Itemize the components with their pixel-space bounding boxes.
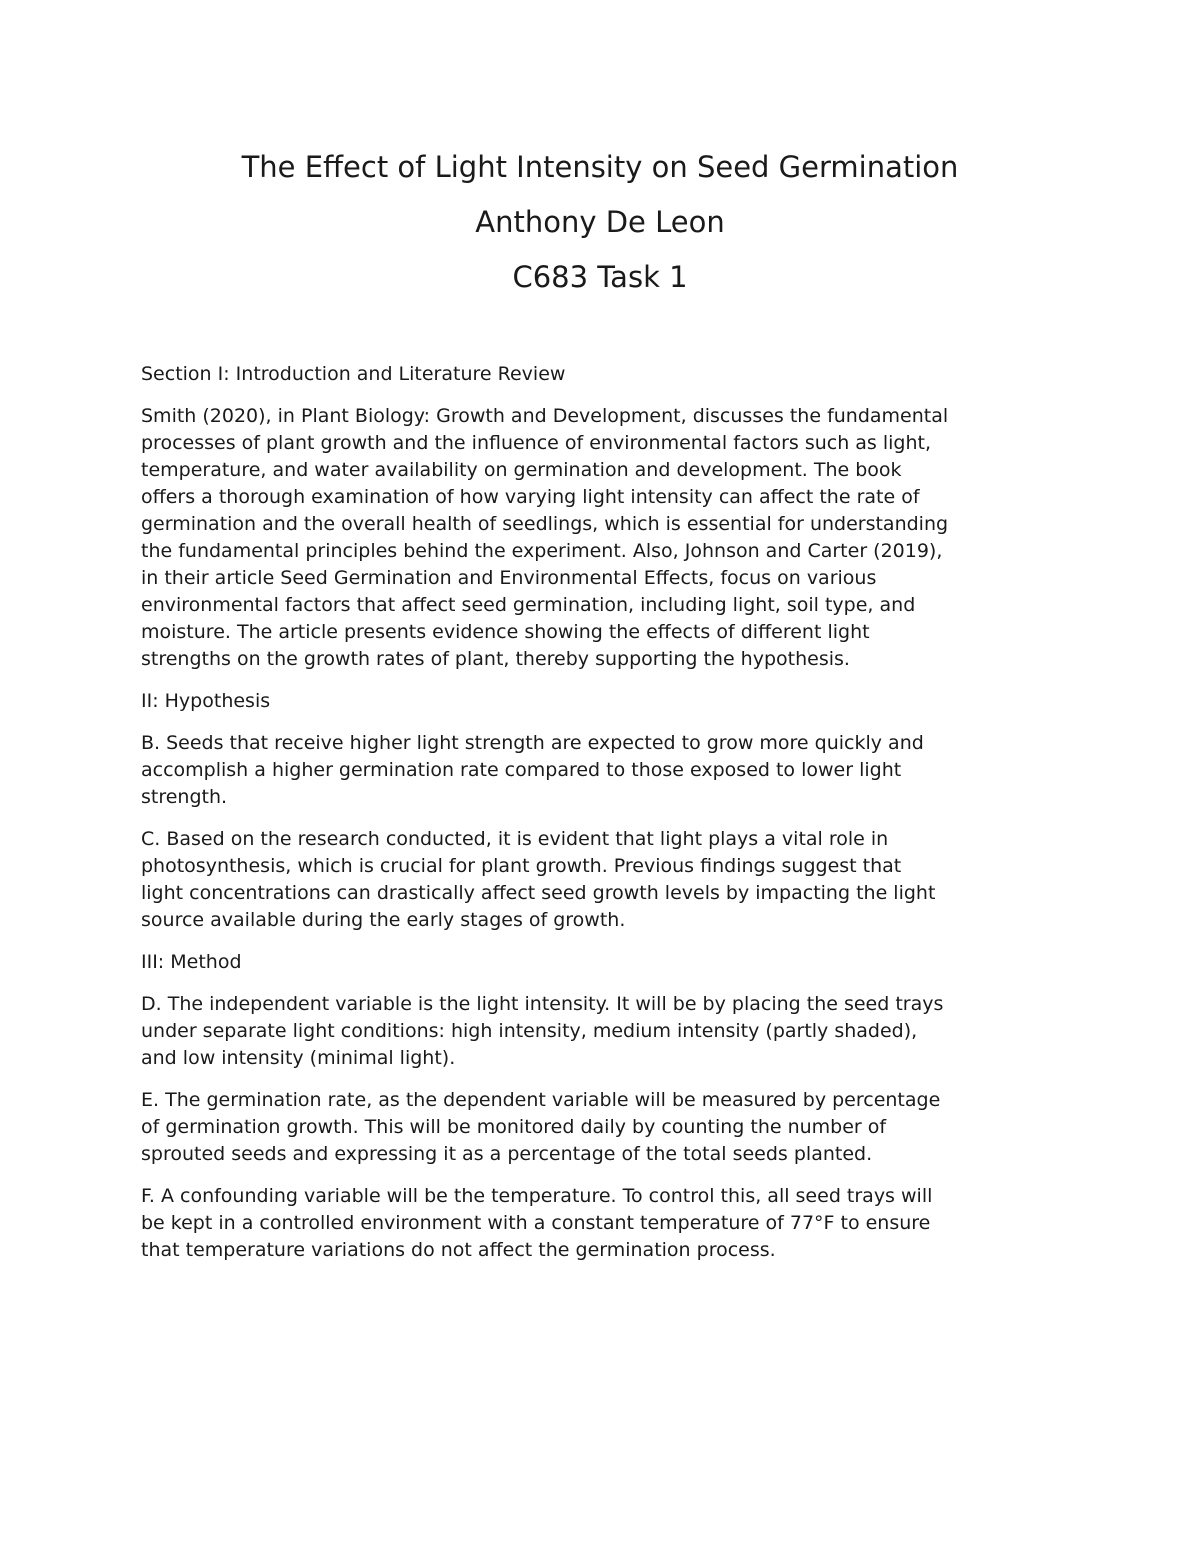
task-label: C683 Task 1 <box>512 260 688 294</box>
section-intro-heading: Section I: Introduction and Literature Review <box>141 363 566 385</box>
intro-paragraph: Smith (2020), in Plant Biology: Growth and Development, discusses the fundamental processes of plant growth and the influence of environmental factors such as light, temperature, and water availability on germination and development. The book offers a thorough examination of how varying light intensity can affect the rate of germination and the overall health of seedlings, which is essential for understanding the fundamental principles behind the experiment. Also, Johnson and Carter (2019), in their article Seed Germination and Environmental Effects, focus on various environmental factors that affect seed germination, including light, soil type, and moisture. The article presents evidence showing the effects of different light strengths on the growth rates of plant, thereby supporting the hypothesis. <box>141 405 949 670</box>
hypothesis-b-paragraph: B. Seeds that receive higher light strength are expected to grow more quickly and accomplish a higher germination rate compared to those exposed to lower light strength. <box>141 732 924 808</box>
author-name: Anthony De Leon <box>475 205 725 239</box>
document-title: The Effect of Light Intensity on Seed Germination <box>241 150 959 184</box>
method-d-paragraph: D. The independent variable is the light intensity. It will be by placing the seed trays under separate light conditions: high intensity, medium intensity (partly shaded), and low intensity (minimal light). <box>141 993 944 1069</box>
section-method-heading: III: Method <box>141 951 242 973</box>
method-e-paragraph: E. The germination rate, as the dependent variable will be measured by percentage of germination growth. This will be monitored daily by counting the number of sprouted seeds and expressing it as a percentage of the total seeds planted. <box>141 1089 941 1165</box>
section-hypothesis-heading: II: Hypothesis <box>141 690 271 712</box>
document-body <box>141 361 1076 1279</box>
method-f-paragraph: F. A confounding variable will be the temperature. To control this, all seed trays will be kept in a controlled environment with a constant temperature of 77°F to ensure that temperature variations do not affect the germination process. <box>141 1185 933 1261</box>
hypothesis-c-paragraph: C. Based on the research conducted, it is evident that light plays a vital role in photosynthesis, which is crucial for plant growth. Previous findings suggest that light concentrations can drastically affect seed growth levels by impacting the light source available during the early stages of growth. <box>141 828 936 931</box>
title-block <box>0 140 1200 305</box>
